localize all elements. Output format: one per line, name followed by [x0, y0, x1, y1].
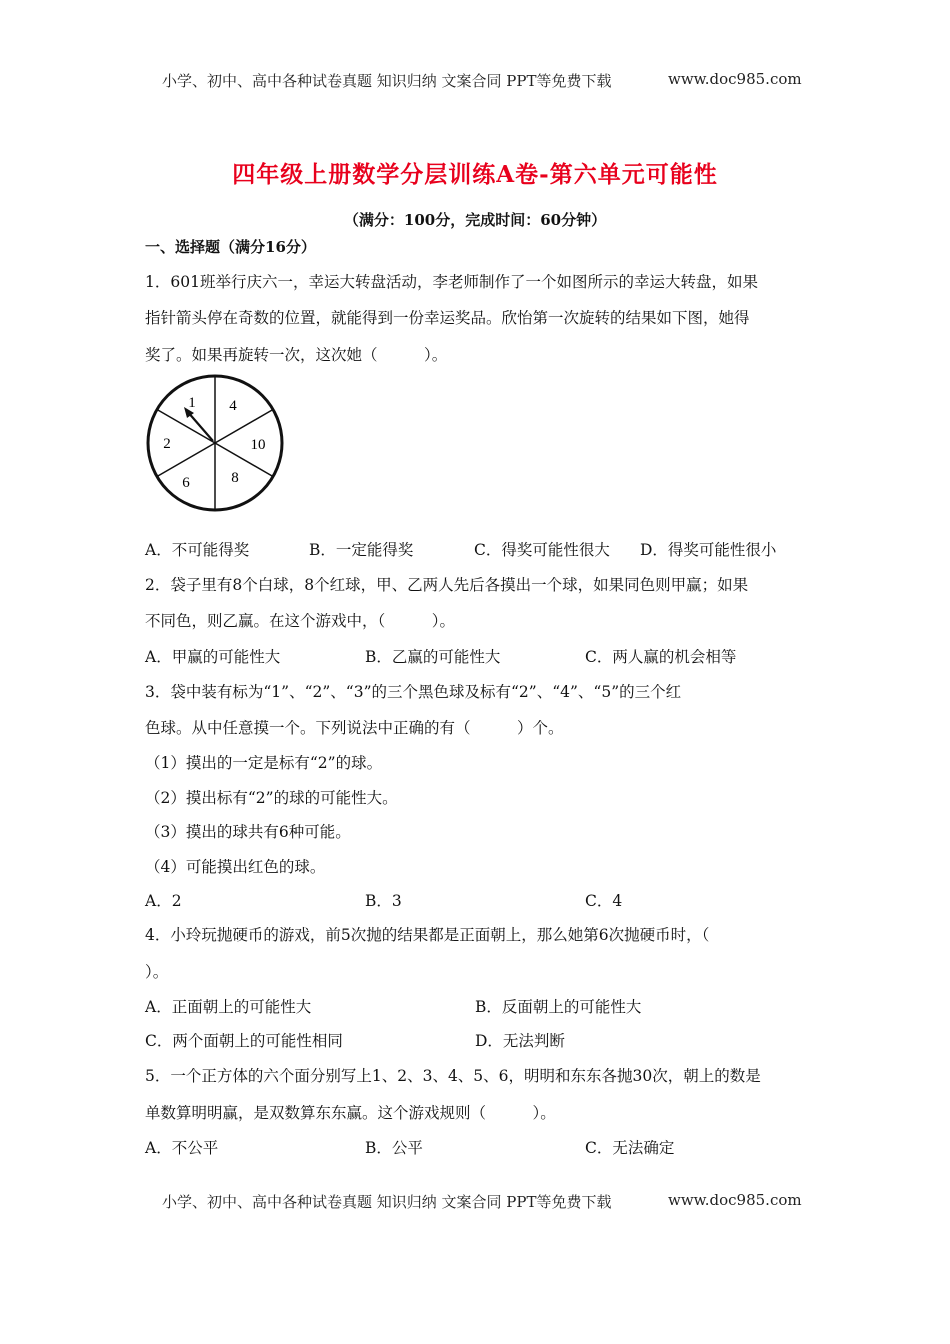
q3-option-b[interactable]: B．3 [365, 892, 402, 910]
q5-option-c[interactable]: C．无法确定 [585, 1139, 675, 1157]
q3-line-1: 3．袋中装有标为“1”、“2”、“3”的三个黑色球及标有“2”、“4”、“5”的三个红 [145, 683, 682, 701]
q3-line-2: 色球。从中任意摸一个。下列说法中正确的有（ ）个。 [145, 719, 564, 737]
q3-option-c[interactable]: C．4 [585, 892, 623, 910]
q1-option-a[interactable]: A．不可能得奖 [145, 541, 250, 559]
q4-line-2: ）。 [145, 963, 169, 981]
page-footer-site[interactable]: www.doc985.com [668, 1191, 802, 1209]
page-header-site[interactable]: www.doc985.com [668, 70, 802, 88]
q1-option-d[interactable]: D．得奖可能性很小 [640, 541, 777, 559]
q2-line-2: 不同色，则乙赢。在这个游戏中，（ ）。 [145, 612, 456, 630]
wheel-number-6: 2 [163, 436, 171, 452]
q3-statement-2: （2）摸出标有“2”的球的可能性大。 [145, 789, 398, 807]
page-subtitle: （满分：100分，完成时间：60分钟） [343, 211, 607, 229]
q5-line-1: 5．一个正方体的六个面分别写上1、2、3、4、5、6，明明和东东各抛30次，朝上的数是 [145, 1067, 761, 1085]
page-title: 四年级上册数学分层训练A卷-第六单元可能性 [232, 161, 718, 188]
wheel-number-3: 10 [250, 437, 266, 453]
section-heading: 一、选择题（满分16分） [145, 238, 316, 256]
q5-option-b[interactable]: B．公平 [365, 1139, 423, 1157]
wheel-number-4: 8 [231, 470, 239, 486]
q3-option-a[interactable]: A．2 [145, 892, 182, 910]
q4-option-c[interactable]: C．两个面朝上的可能性相同 [145, 1032, 343, 1050]
q3-statement-1: （1）摸出的一定是标有“2”的球。 [145, 754, 383, 772]
page-header-text: 小学、初中、高中各种试卷真题 知识归纳 文案合同 PPT等免费下载 [162, 72, 612, 90]
q4-option-d[interactable]: D．无法判断 [475, 1032, 565, 1050]
wheel-number-1: 1 [188, 395, 196, 411]
q1-line-1: 1．601班举行庆六一，幸运大转盘活动，李老师制作了一个如图所示的幸运大转盘，如果 [145, 273, 758, 291]
wheel-number-2: 4 [229, 398, 237, 414]
q2-line-1: 2．袋子里有8个白球，8个红球，甲、乙两人先后各摸出一个球，如果同色则甲赢；如果 [145, 576, 749, 594]
q4-line-1: 4．小玲玩抛硬币的游戏，前5次抛的结果都是正面朝上，那么她第6次抛硬币时，（ [145, 926, 710, 944]
q3-statement-4: （4）可能摸出红色的球。 [145, 858, 326, 876]
q3-statement-3: （3）摸出的球共有6种可能。 [145, 823, 351, 841]
q1-option-c[interactable]: C．得奖可能性很大 [474, 541, 610, 559]
q1-option-b[interactable]: B．一定能得奖 [309, 541, 414, 559]
q1-line-3: 奖了。如果再旋转一次，这次她（ ）。 [145, 346, 448, 364]
q2-option-a[interactable]: A．甲赢的可能性大 [145, 648, 281, 666]
q5-option-a[interactable]: A．不公平 [145, 1139, 219, 1157]
q4-option-a[interactable]: A．正面朝上的可能性大 [145, 998, 312, 1016]
wheel-number-5: 6 [182, 475, 190, 491]
wheel-pointer [187, 411, 213, 441]
q2-option-b[interactable]: B．乙赢的可能性大 [365, 648, 501, 666]
q2-option-c[interactable]: C．两人赢的机会相等 [585, 648, 737, 666]
q4-option-b[interactable]: B．反面朝上的可能性大 [475, 998, 642, 1016]
q5-line-2: 单数算明明赢，是双数算东东赢。这个游戏规则（ ）。 [145, 1104, 556, 1122]
page-footer-text: 小学、初中、高中各种试卷真题 知识归纳 文案合同 PPT等免费下载 [162, 1193, 612, 1211]
lucky-wheel-figure [145, 373, 285, 513]
q1-line-2: 指针箭头停在奇数的位置，就能得到一份幸运奖品。欣怡第一次旋转的结果如下图，她得 [145, 309, 750, 327]
